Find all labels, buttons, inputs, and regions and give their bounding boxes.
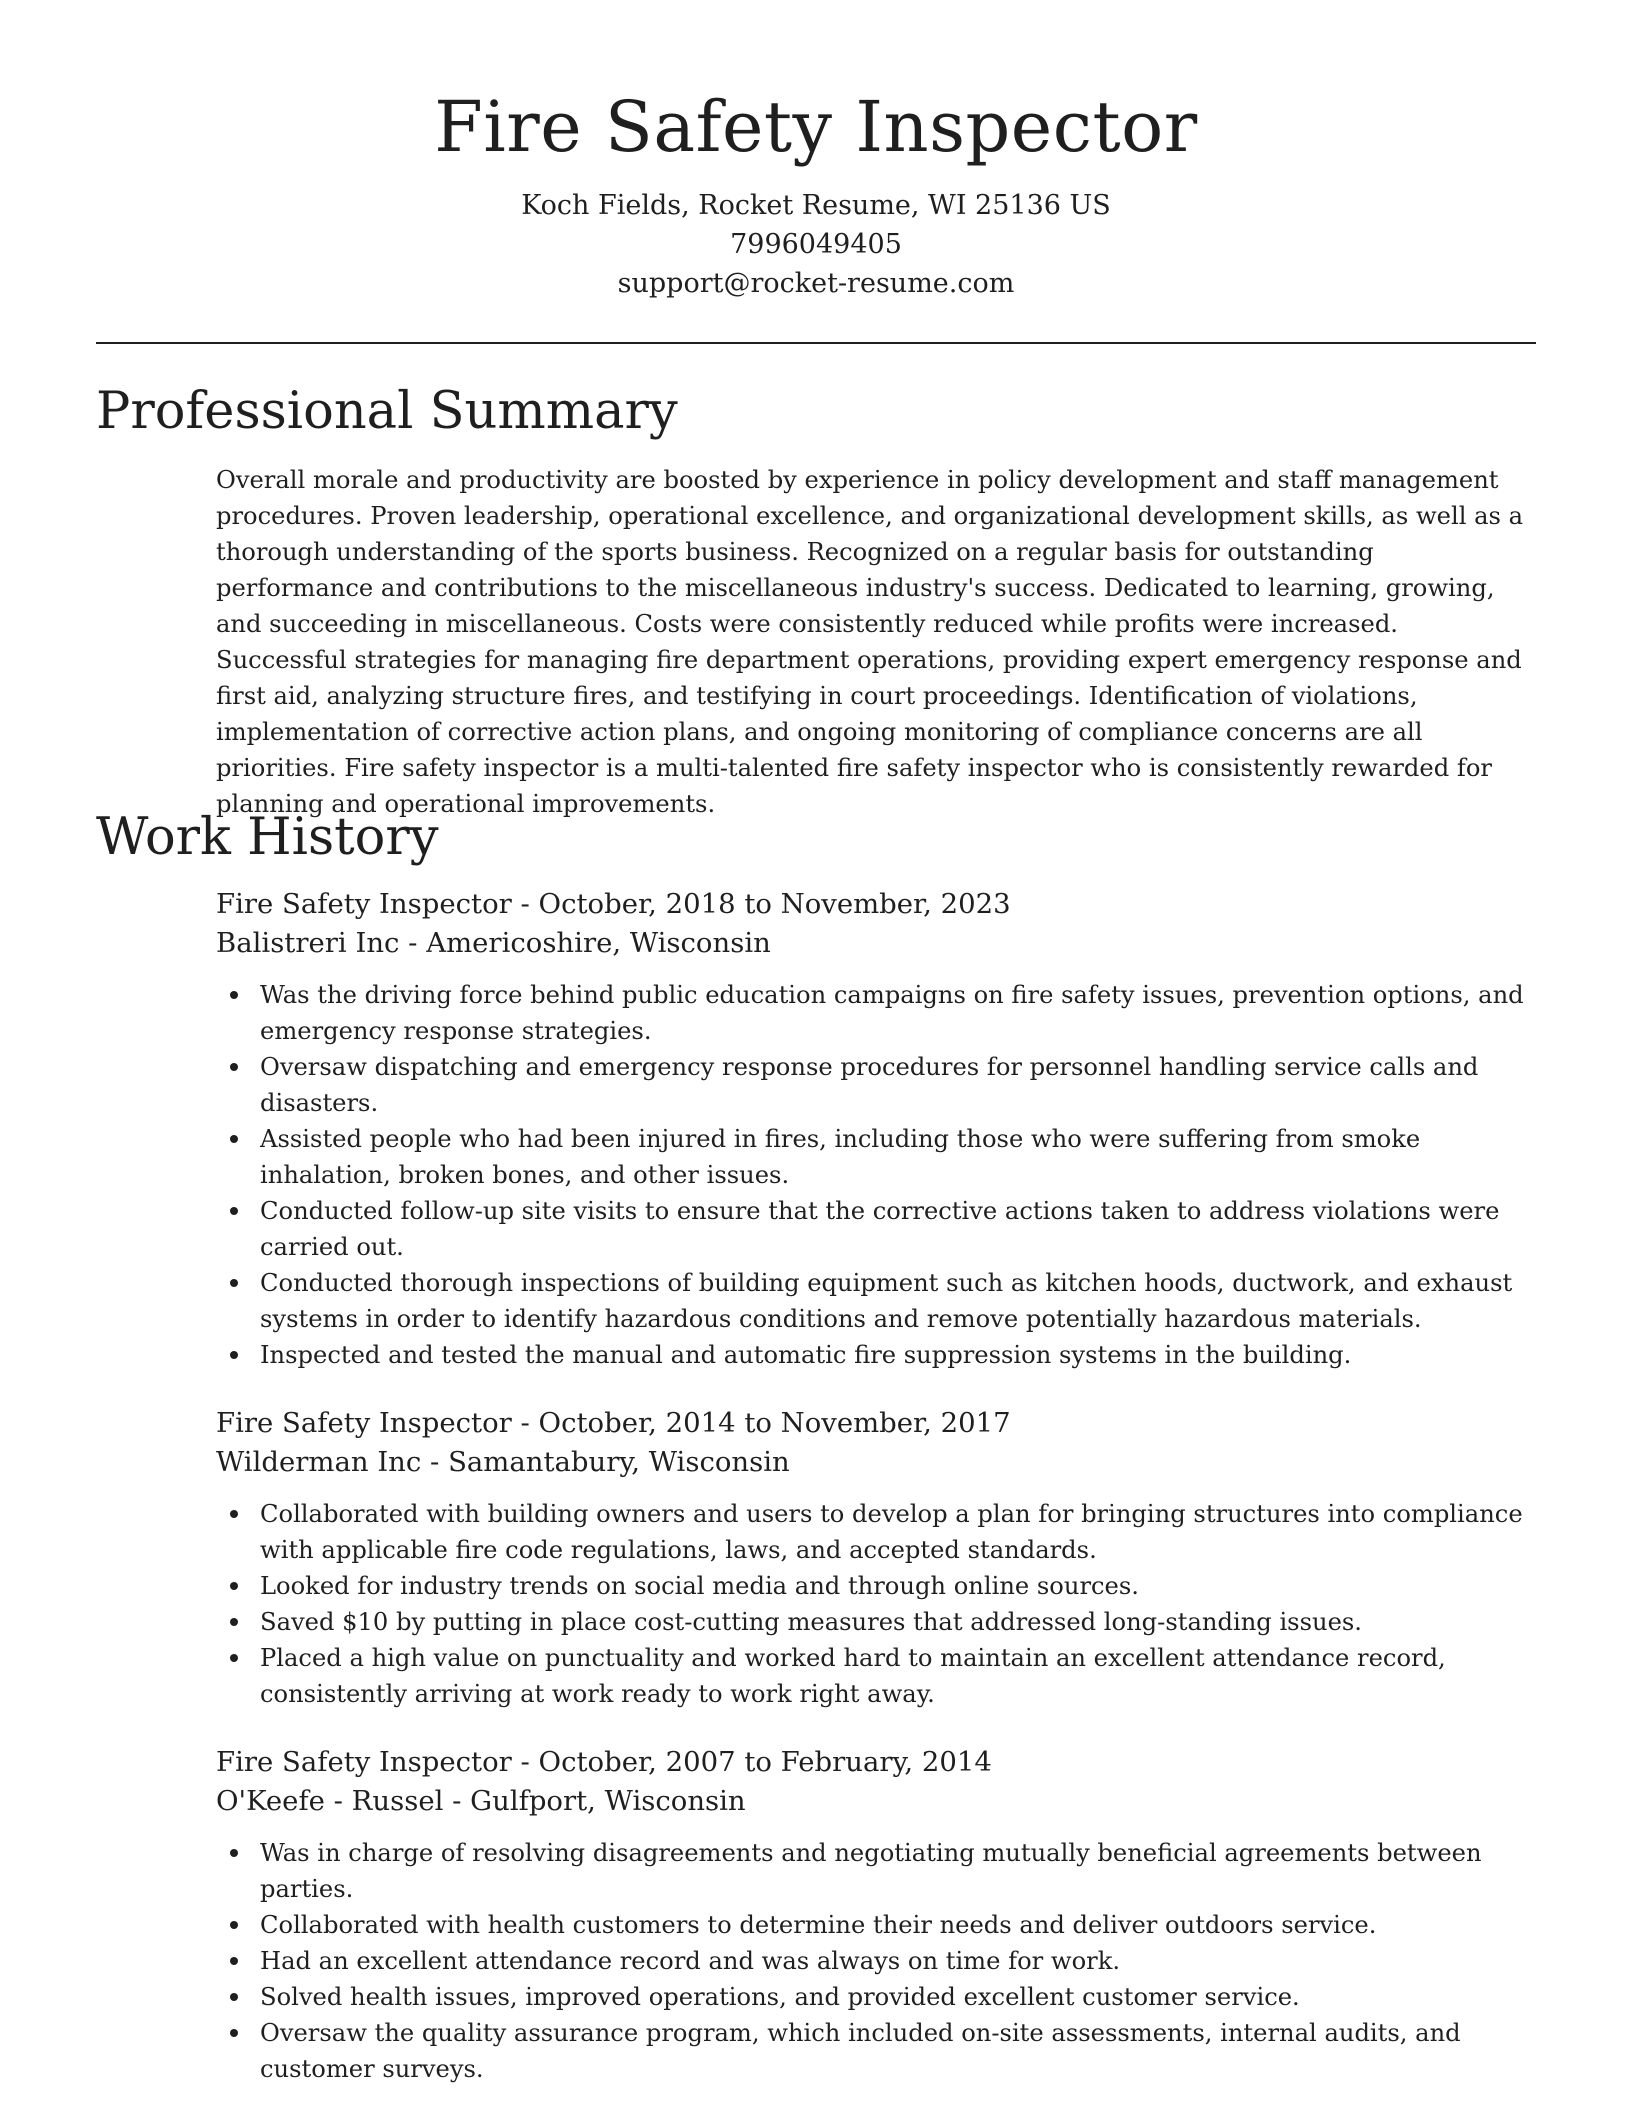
job-bullet: Saved $10 by putting in place cost-cutting measures that addressed long-standing issues.: [216, 1604, 1546, 1640]
resume-name: Fire Safety Inspector: [434, 86, 1198, 168]
job-bullet: Looked for industry trends on social media and through online sources.: [216, 1568, 1546, 1604]
job-bullet: Inspected and tested the manual and automatic fire suppression systems in the building.: [216, 1337, 1546, 1373]
summary-text: Overall morale and productivity are boosted by experience in policy development and staff management procedures. Proven leadership, operational excellence, and organizational development skills, as well as a thorough understanding of the sports business. Recognized on a regular basis for outstanding performance and contributions to the miscellaneous industry's success. Dedicated to learning, growing, and succeeding in miscellaneous. Costs were consistently reduced while profits were increased. Successful strategies for managing fire department operations, providing expert emergency response and first aid, analyzing structure fires, and testifying in court proceedings. Identification of violations, implementation of corrective action plans, and ongoing monitoring of compliance concerns are all priorities. Fire safety inspector is a multi-talented fire safety inspector who is consistently rewarded for planning and operational improvements.: [216, 466, 1524, 818]
header-divider: [96, 342, 1536, 344]
job-bullet: Assisted people who had been injured in fires, including those who were suffering from smoke inhalation, broken bones, and other issues.: [216, 1121, 1546, 1193]
job-bullet: Solved health issues, improved operations, and provided excellent customer service.: [216, 1979, 1546, 2015]
job-company-location: Balistreri Inc - Americoshire, Wisconsin: [216, 927, 771, 959]
job-bullet: Conducted thorough inspections of building equipment such as kitchen hoods, ductwork, and exhaust systems in order to identify hazardous conditions and remove potentially hazardous materials.: [216, 1265, 1546, 1337]
job-entry: [216, 1743, 1546, 2087]
contact-phone: 7996049405: [730, 229, 902, 260]
job-entry: [216, 885, 1546, 1373]
job-bullet: Placed a high value on punctuality and worked hard to maintain an excellent attendance record, consistently arriving at work ready to work right away.: [216, 1640, 1546, 1712]
job-bullet: Was the driving force behind public education campaigns on fire safety issues, prevention options, and emergency response strategies.: [216, 977, 1546, 1049]
job-company-location: O'Keefe - Russel - Gulfport, Wisconsin: [216, 1785, 746, 1817]
job-role-dates: Fire Safety Inspector - October, 2018 to November, 2023: [216, 888, 1011, 920]
contact-address: Koch Fields, Rocket Resume, WI 25136 US: [521, 190, 1111, 221]
job-bullet-list: [216, 1835, 1546, 2087]
job-bullet: Was in charge of resolving disagreements and negotiating mutually beneficial agreements between parties.: [216, 1835, 1546, 1907]
contact-email: support@rocket-resume.com: [617, 268, 1015, 299]
work-history-heading: Work History: [96, 808, 439, 867]
job-bullet-list: [216, 1496, 1546, 1712]
job-role-dates: Fire Safety Inspector - October, 2007 to February, 2014: [216, 1746, 992, 1778]
job-bullet: Conducted follow-up site visits to ensure that the corrective actions taken to address violations were carried out.: [216, 1193, 1546, 1265]
resume-header: [0, 82, 1632, 303]
job-bullet-list: [216, 977, 1546, 1373]
job-role-dates: Fire Safety Inspector - October, 2014 to November, 2017: [216, 1407, 1011, 1439]
job-entry: [216, 1404, 1546, 1712]
summary-heading: Professional Summary: [96, 382, 678, 441]
job-bullet: Had an excellent attendance record and was always on time for work.: [216, 1943, 1546, 1979]
contact-info: [0, 186, 1632, 303]
job-company-location: Wilderman Inc - Samantabury, Wisconsin: [216, 1446, 790, 1478]
job-bullet: Collaborated with health customers to determine their needs and deliver outdoors service.: [216, 1907, 1546, 1943]
job-bullet: Oversaw dispatching and emergency response procedures for personnel handling service calls and disasters.: [216, 1049, 1546, 1121]
job-bullet: Oversaw the quality assurance program, which included on-site assessments, internal audits, and customer surveys.: [216, 2015, 1546, 2087]
job-bullet: Collaborated with building owners and users to develop a plan for bringing structures into compliance with applicable fire code regulations, laws, and accepted standards.: [216, 1496, 1546, 1568]
